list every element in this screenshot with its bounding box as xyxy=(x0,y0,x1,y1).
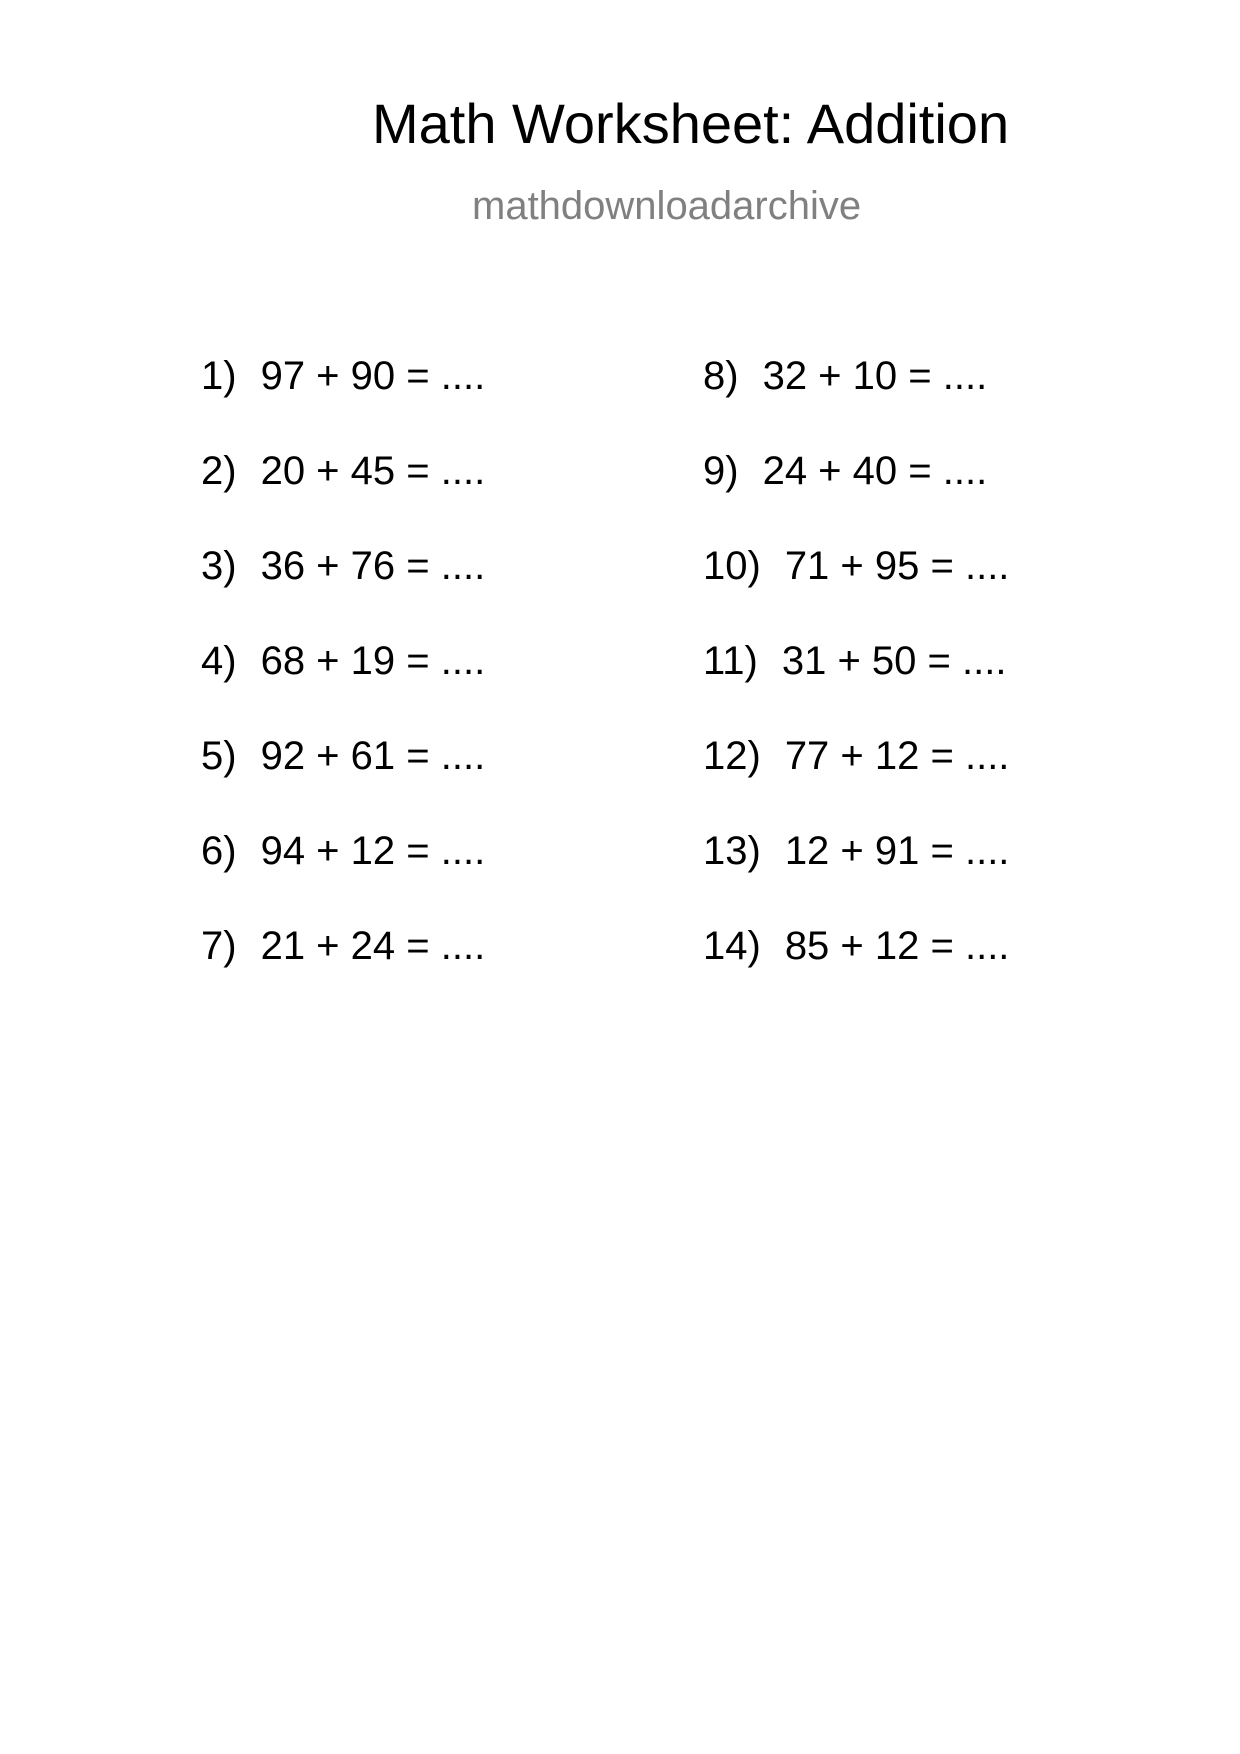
problem-number: 1) xyxy=(201,354,237,398)
problem-number: 5) xyxy=(201,734,237,778)
problem-expression: 68 + 19 = .... xyxy=(260,639,486,683)
problem-number: 4) xyxy=(201,639,237,683)
problem-expression: 31 + 50 = .... xyxy=(781,639,1007,683)
problem-expression: 85 + 12 = .... xyxy=(784,924,1010,968)
problem-2 xyxy=(201,451,621,546)
problem-number: 7) xyxy=(201,924,237,968)
page-subtitle: mathdownloadarchive xyxy=(472,184,862,228)
problem-number: 3) xyxy=(201,544,237,588)
problem-number: 2) xyxy=(201,449,237,493)
problem-7 xyxy=(201,926,621,1021)
problem-expression: 21 + 24 = .... xyxy=(260,924,486,968)
problem-expression: 71 + 95 = .... xyxy=(784,544,1010,588)
problem-number: 8) xyxy=(703,354,739,398)
problem-11 xyxy=(703,641,1123,736)
problem-number: 10) xyxy=(703,544,761,588)
problems-column-left xyxy=(201,356,621,1021)
problem-12 xyxy=(703,736,1123,831)
problem-1 xyxy=(201,356,621,451)
problem-14 xyxy=(703,926,1123,1021)
page-title: Math Worksheet: Addition xyxy=(372,92,1010,155)
problem-number: 14) xyxy=(703,924,761,968)
problem-expression: 32 + 10 = .... xyxy=(762,354,988,398)
problem-number: 11) xyxy=(703,639,758,683)
problem-number: 13) xyxy=(703,829,761,873)
problem-expression: 94 + 12 = .... xyxy=(260,829,486,873)
problem-expression: 36 + 76 = .... xyxy=(260,544,486,588)
problem-10 xyxy=(703,546,1123,641)
problem-number: 12) xyxy=(703,734,761,778)
problem-expression: 97 + 90 = .... xyxy=(260,354,486,398)
problem-13 xyxy=(703,831,1123,926)
problem-expression: 20 + 45 = .... xyxy=(260,449,486,493)
problems-column-right xyxy=(703,356,1123,1021)
problem-5 xyxy=(201,736,621,831)
problem-8 xyxy=(703,356,1123,451)
problem-9 xyxy=(703,451,1123,546)
problem-3 xyxy=(201,546,621,641)
problem-number: 9) xyxy=(703,449,739,493)
problem-6 xyxy=(201,831,621,926)
problem-4 xyxy=(201,641,621,736)
problem-expression: 92 + 61 = .... xyxy=(260,734,486,778)
problem-number: 6) xyxy=(201,829,237,873)
problem-expression: 77 + 12 = .... xyxy=(784,734,1010,778)
problem-expression: 24 + 40 = .... xyxy=(762,449,988,493)
problem-expression: 12 + 91 = .... xyxy=(784,829,1010,873)
